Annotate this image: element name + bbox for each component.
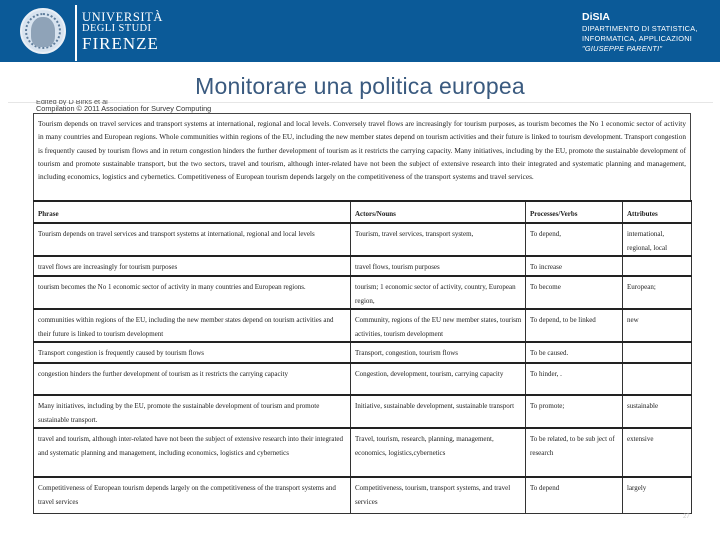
department-line-3: "GIUSEPPE PARENTI" xyxy=(582,44,663,53)
source-paragraph: Tourism depends on travel services and transport systems at international, regional and local levels. Conversely travel flows are increasingly for tourism purposes, as tourism becomes the No 1 economic sector of activity in many countries and European regions. Whole communities within regions of the EU, including the new member states depend on tourism activities and their future is linked to tourism development. Transport congestion is frequently caused by tourism flows and in return congestion hinders the further development of tourism as it restricts the carrying capacity. Many initiatives, including by the EU, promote the sustainable development of tourism and promote sustainable transport, but the two sectors, travel and tourism, although inter-related have not been the subject of extensive research into their integrated and systematic planning and management, including economics, logistics and cybernetics. Competitiveness of European tourism depends largely on the competitiveness of the transport systems and travel services. xyxy=(33,113,691,200)
document-note-cut: Edited by D Birks et al xyxy=(36,100,108,105)
table-row xyxy=(34,256,692,276)
cell-processes: To become xyxy=(526,276,623,309)
table-row xyxy=(34,276,692,309)
department-line-1: DIPARTIMENTO DI STATISTICA, xyxy=(582,24,698,33)
cell-attributes: sustainable xyxy=(623,395,692,428)
cell-processes: To depend xyxy=(526,477,623,513)
table-header-row xyxy=(34,201,692,223)
seal-figure xyxy=(31,17,55,47)
cell-actors: Competitiveness, tourism, transport systems, and travel services xyxy=(351,477,526,513)
column-header-attributes: Attributes xyxy=(623,201,692,223)
department-acronym: DiSIA xyxy=(582,11,611,23)
cell-actors: Initiative, sustainable development, sustainable transport xyxy=(351,395,526,428)
document-note xyxy=(36,100,211,114)
department-line-2: INFORMATICA, APPLICAZIONI xyxy=(582,34,692,43)
page-title: Monitorare una politica europea xyxy=(195,73,525,99)
cell-phrase: travel and tourism, although inter-related have not been the subject of extensive research into their integrated and systematic planning and management, including economics, logistics and cybernetics xyxy=(34,428,351,477)
table-row xyxy=(34,342,692,363)
university-seal-icon xyxy=(20,8,66,54)
department-logo xyxy=(582,11,698,54)
university-line-2: DEGLI STUDI xyxy=(82,23,152,34)
page-number: 27 xyxy=(683,514,690,520)
table-row xyxy=(34,309,692,342)
document-note-copyright: Compilation © 2011 Association for Survey Computing xyxy=(36,104,212,113)
cell-actors: Travel, tourism, research, planning, management, economics, logistics,cybernetics xyxy=(351,428,526,477)
cell-phrase: Transport congestion is frequently caused by tourism flows xyxy=(34,342,351,363)
university-line-1: UNIVERSITÀ xyxy=(82,10,163,24)
cell-phrase: communities within regions of the EU, including the new member states depend on tourism activities and their future is linked to tourism development xyxy=(34,309,351,342)
logo-divider xyxy=(75,5,77,61)
cell-actors: travel flows, tourism purposes xyxy=(351,256,526,276)
table-row xyxy=(34,395,692,428)
cell-processes: To hinder, . xyxy=(526,363,623,395)
column-header-phrase: Phrase xyxy=(34,201,351,223)
cell-phrase: tourism becomes the No 1 economic sector of activity in many countries and European regions. xyxy=(34,276,351,309)
table-row xyxy=(34,428,692,477)
cell-processes: To depend, xyxy=(526,223,623,256)
cell-attributes xyxy=(623,363,692,395)
cell-phrase: Tourism depends on travel services and transport systems at international, regional and local levels xyxy=(34,223,351,256)
cell-attributes: new xyxy=(623,309,692,342)
cell-processes: To be related, to be sub ject of research xyxy=(526,428,623,477)
cell-attributes xyxy=(623,342,692,363)
table-row xyxy=(34,477,692,513)
header-band xyxy=(0,0,720,62)
cell-phrase: travel flows are increasingly for tourism purposes xyxy=(34,256,351,276)
cell-processes: To increase xyxy=(526,256,623,276)
cell-actors: Transport, congestion, tourism flows xyxy=(351,342,526,363)
cell-attributes: largely xyxy=(623,477,692,513)
cell-phrase: Many initiatives, including by the EU, promote the sustainable development of tourism and promote sustainable transport. xyxy=(34,395,351,428)
column-header-actors: Actors/Nouns xyxy=(351,201,526,223)
cell-attributes: international, regional, local xyxy=(623,223,692,256)
cell-actors: Community, regions of the EU new member states, tourism activities, tourism development xyxy=(351,309,526,342)
cell-processes: To depend, to be linked xyxy=(526,309,623,342)
cell-phrase: congestion hinders the further development of tourism as it restricts the carrying capacity xyxy=(34,363,351,395)
cell-phrase: Competitiveness of European tourism depends largely on the competitiveness of the transport systems and travel services xyxy=(34,477,351,513)
phrase-analysis-table xyxy=(33,200,692,514)
table-row xyxy=(34,223,692,256)
cell-actors: Congestion, development, tourism, carrying capacity xyxy=(351,363,526,395)
cell-attributes: extensive xyxy=(623,428,692,477)
university-name xyxy=(82,11,163,53)
table-row xyxy=(34,363,692,395)
cell-attributes xyxy=(623,256,692,276)
cell-processes: To promote; xyxy=(526,395,623,428)
cell-attributes: European; xyxy=(623,276,692,309)
cell-actors: tourism; 1 economic sector of activity, country, European region, xyxy=(351,276,526,309)
cell-processes: To be caused. xyxy=(526,342,623,363)
university-line-3: FIRENZE xyxy=(82,34,159,53)
cell-actors: Tourism, travel services, transport system, xyxy=(351,223,526,256)
column-header-processes: Processes/Verbs xyxy=(526,201,623,223)
